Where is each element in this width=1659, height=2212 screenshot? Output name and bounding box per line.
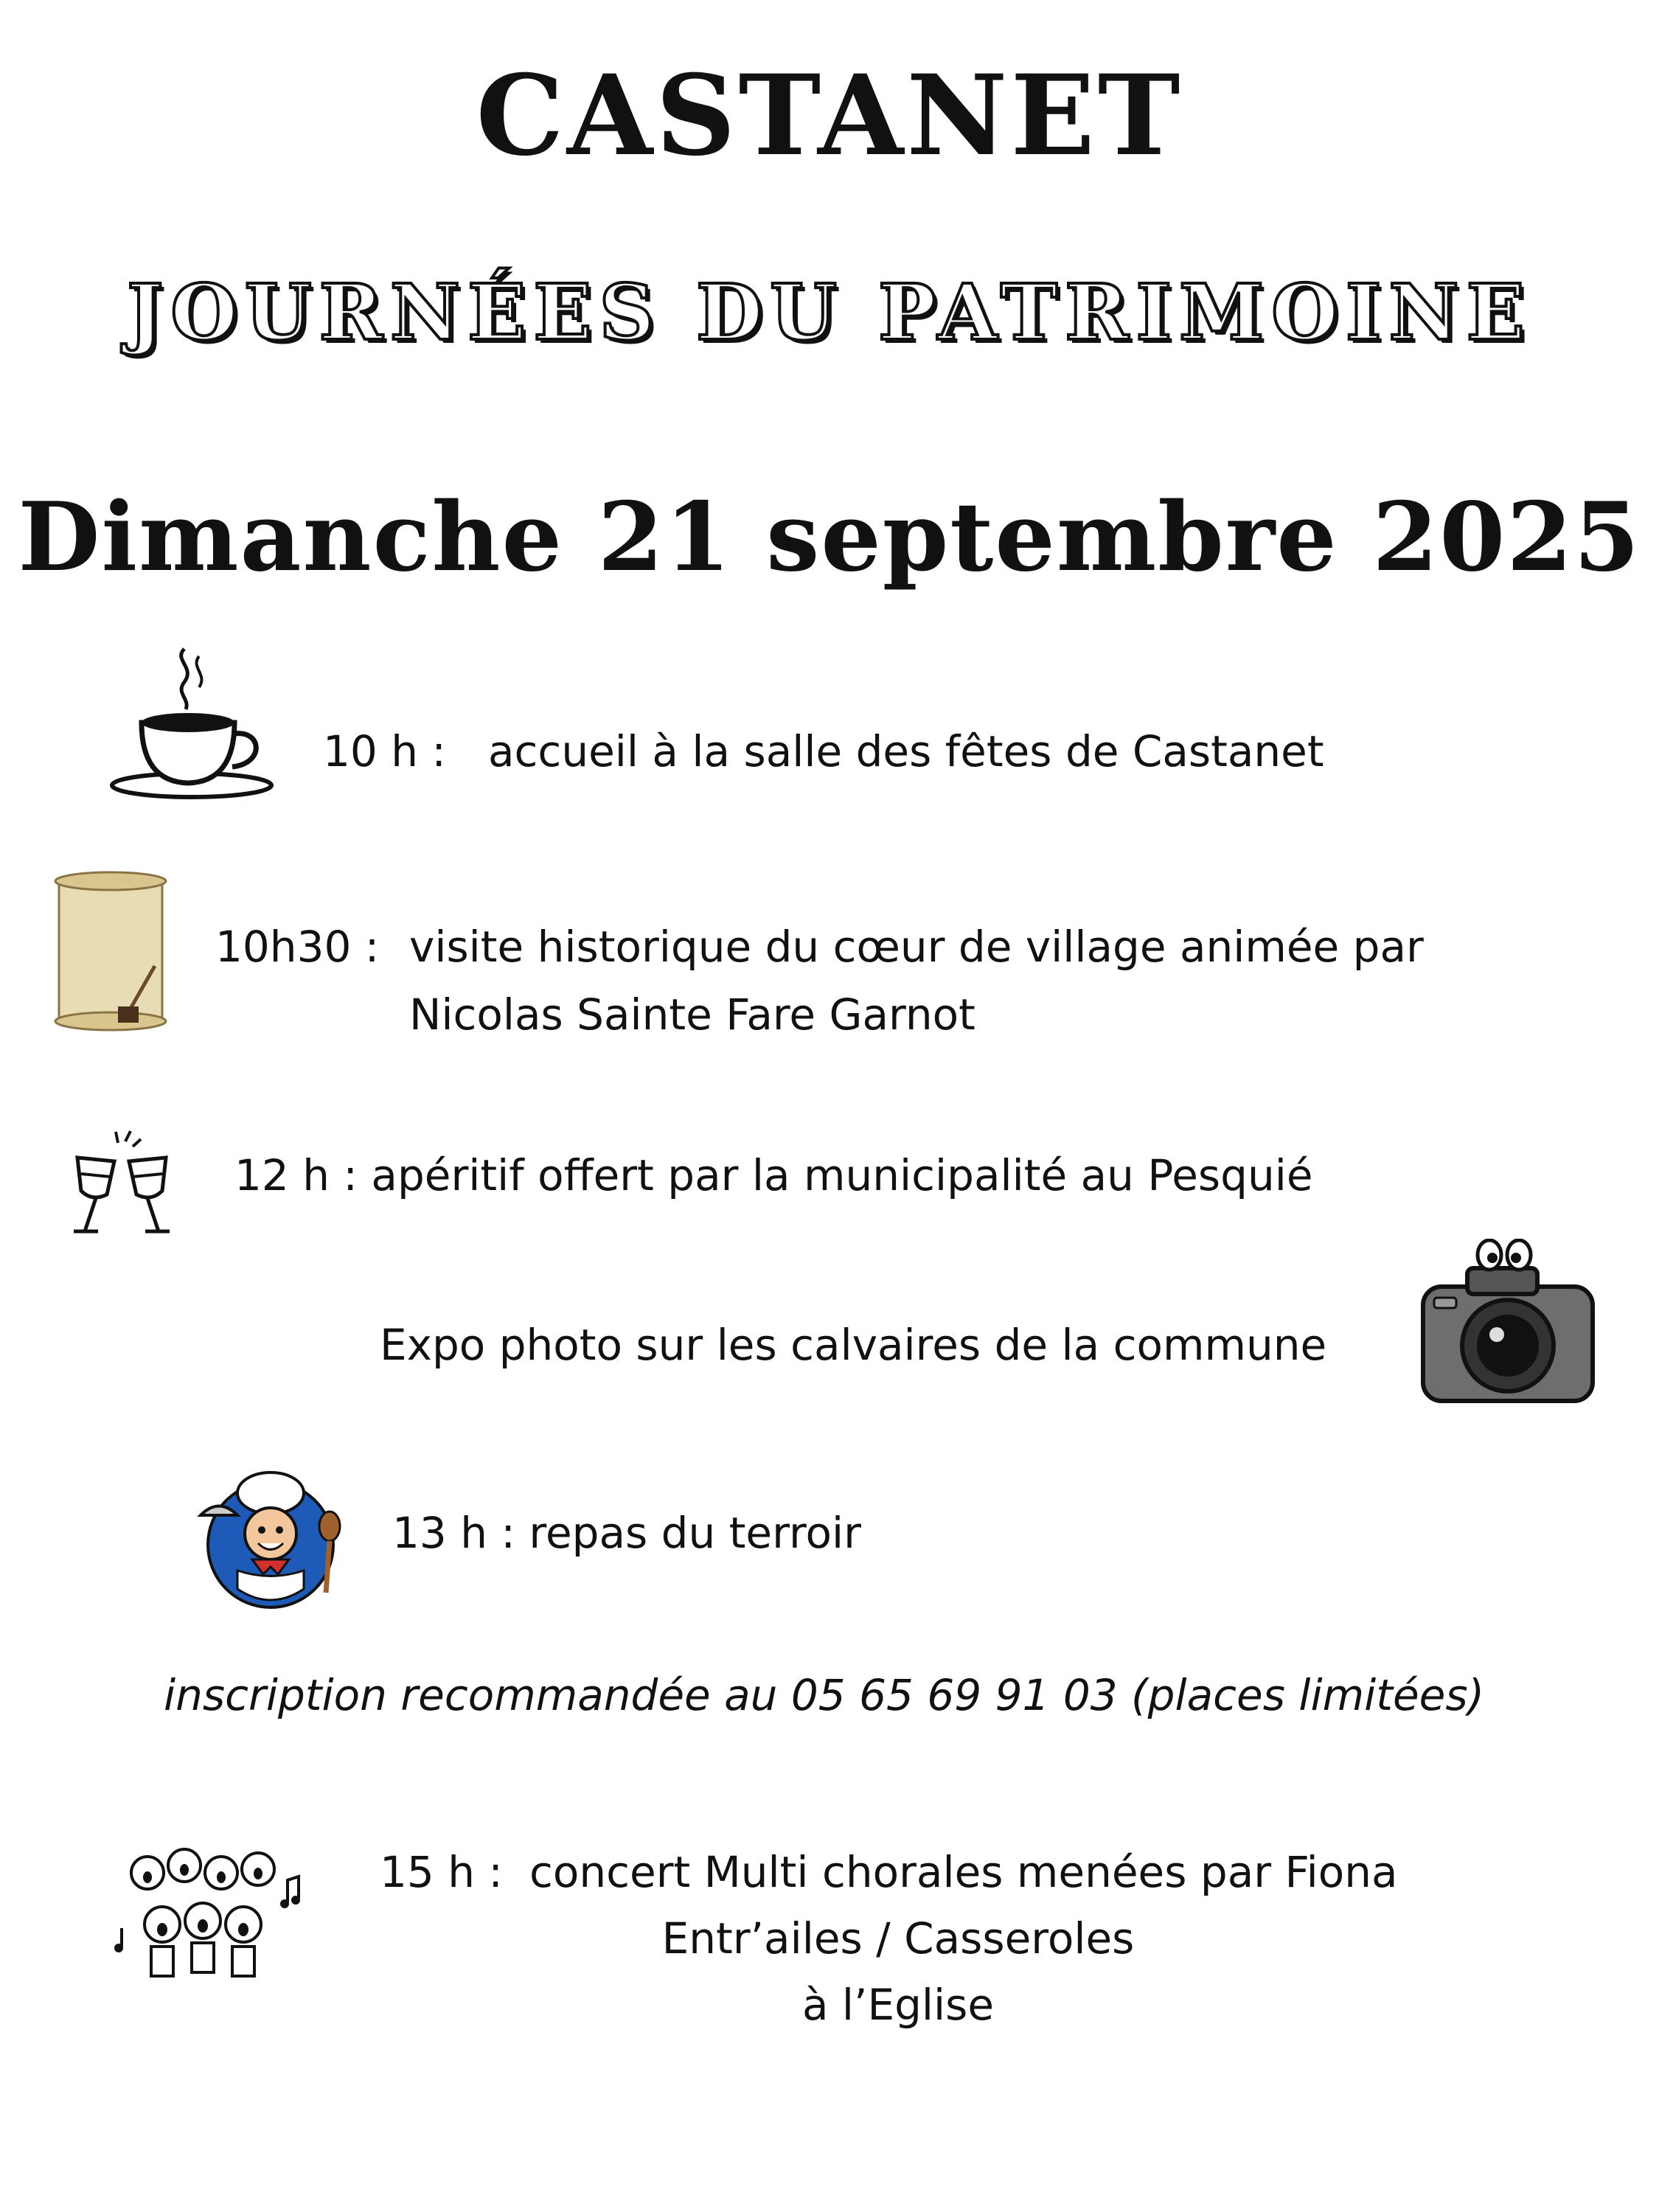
- aperitif-text: 12 h : apéritif offert par la municipalité au Pesquié: [234, 1150, 1313, 1200]
- chef-cartoon-icon: [193, 1464, 348, 1611]
- event-subtitle: JOURNÉES DU PATRIMOINE: [127, 267, 1532, 358]
- coffee-time: 10 h :: [323, 726, 446, 776]
- meal-text: 13 h : repas du terroir: [392, 1508, 861, 1558]
- expo-text: Expo photo sur les calvaires de la commune: [380, 1320, 1327, 1370]
- visit-text-line1: visite historique du cœur de village animée par: [409, 922, 1424, 972]
- concert-text-line3: à l’Eglise: [801, 1980, 995, 2030]
- concert-time: 15 h :: [380, 1847, 503, 1897]
- wine-glasses-toast-icon: [63, 1128, 181, 1246]
- registration-text: inscription recommandée au 05 65 69 91 03 (places limitées): [164, 1670, 1485, 1720]
- choir-singers-icon: [111, 1836, 310, 1983]
- concert-text-line2: Entr’ailes / Casseroles: [661, 1913, 1135, 1964]
- town-title: CASTANET: [476, 51, 1183, 181]
- visit-text-line2: Nicolas Sainte Fare Garnot: [409, 990, 975, 1040]
- parchment-scroll-icon: [44, 870, 177, 1032]
- coffee-text: accueil à la salle des fêtes de Castanet: [488, 726, 1324, 776]
- visit-time: 10h30 :: [215, 922, 380, 972]
- concert-text-line1: concert Multi chorales menées par Fiona: [529, 1847, 1398, 1897]
- coffee-cup-icon: [103, 641, 280, 804]
- event-date: Dimanche 21 septembre 2025: [18, 482, 1641, 593]
- camera-cartoon-icon: [1416, 1239, 1600, 1408]
